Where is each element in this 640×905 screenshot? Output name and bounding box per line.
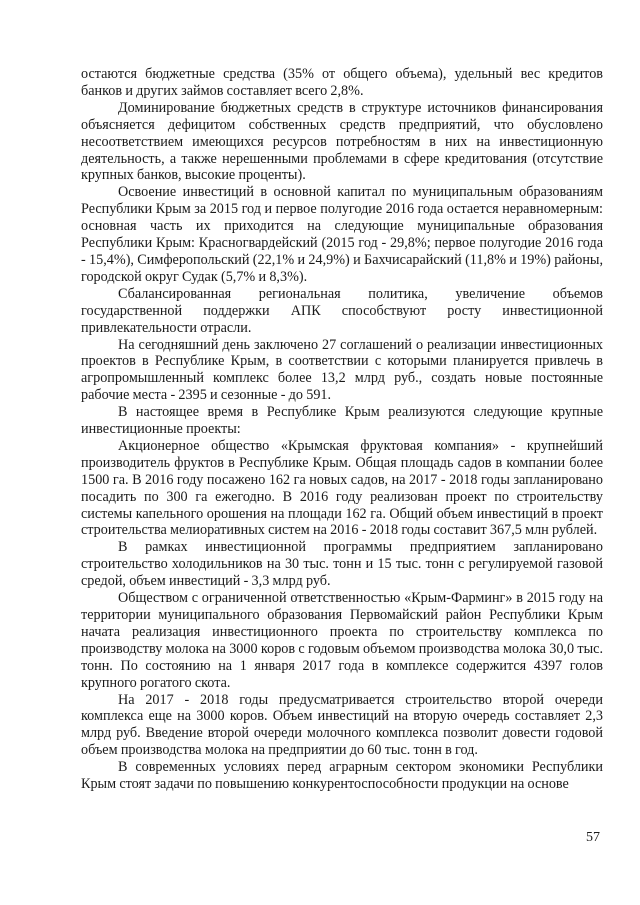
- paragraph-modern-conditions: В современных условиях перед аграрным сектором экономики Республики Крым стоят задачи по повышению конкурентоспособности продукции на основе: [81, 759, 603, 793]
- paragraph-budget-dominance: Доминирование бюджетных средств в структуре источников финансирования объясняется дефицитом собственных средств предприятий, что обусловлено несоответствием имеющихся ресурсов потребностям в них на инвестиционную деятельность, а также нерешенными проблемами в сфере кредитования (отсутствие крупных банков, высокие проценты).: [81, 99, 603, 184]
- paragraph-current-projects: В настоящее время в Республике Крым реализуются следующие крупные инвестиционные проекты:: [81, 404, 603, 438]
- paragraph-second-stage: На 2017 - 2018 годы предусматривается строительство второй очереди комплекса еще на 3000 коров. Объем инвестиций на вторую очередь составляет 2,3 млрд руб. Введение второй очереди молочного комплекса позволит довести годовой объем производства молока на предприятии до 60 тыс. тонн в год.: [81, 691, 603, 759]
- page-number: 57: [586, 830, 600, 845]
- paragraph-crym-farming: Обществом с ограниченной ответственностью «Крым-Фарминг» в 2015 году на территории муниципального образования Первомайский район Республики Крым начата реализация инвестиционного проекта по строительству комплекса по производству молока на 3000 коров с годовым объемом производства молока 30,0 тыс. тонн. По состоянию на 1 января 2017 года в комплексе содержится 4397 голов крупного рогатого скота.: [81, 590, 603, 691]
- document-page: [81, 66, 603, 793]
- paragraph-regional-policy: Сбалансированная региональная политика, увеличение объемов государственной поддержки АПК способствуют росту инвестиционной привлекательности отрасли.: [81, 285, 603, 336]
- paragraph-investment-distribution: Освоение инвестиций в основной капитал по муниципальным образованиям Республики Крым за 2015 год и первое полугодие 2016 года остается неравномерным: основная часть их приходится на следующие муниципальные образования Республики Крым: Красногвардейский (2015 год - 29,8%; первое полугодие 2016 года - 15,4%), Симферопольский (22,1% и 24,9%) и Бахчисарайский (11,8% и 19%) районы, городской округ Судак (5,7% и 8,3%).: [81, 184, 603, 285]
- paragraph-fruit-company: Акционерное общество «Крымская фруктовая компания» - крупнейший производитель фруктов в Республике Крым. Общая площадь садов в компании более 1500 га. В 2016 году посажено 162 га новых садов, на 2017 - 2018 годы запланировано посадить по 300 га ежегодно. В 2016 году реализован проект по строительству системы капельного орошения на площади 162 га. Общий объем инвестиций в проект строительства мелиоративных систем на 2016 - 2018 годы составит 367,5 млн рублей.: [81, 437, 603, 539]
- paragraph-budget-share: остаются бюджетные средства (35% от общего объема), удельный вес кредитов банков и других займов составляет всего 2,8%.: [81, 66, 603, 99]
- paragraph-refrigerators: В рамках инвестиционной программы предприятием запланировано строительство холодильников на 30 тыс. тонн и 15 тыс. тонн с регулируемой газовой средой, объем инвестиций - 3,3 млрд руб.: [81, 539, 603, 590]
- paragraph-agreements: На сегодняшний день заключено 27 соглашений о реализации инвестиционных проектов в Республике Крым, в соответствии с которыми планируется привлечь в агропромышленный комплекс более 13,2 млрд руб., создать новые постоянные рабочие места - 2395 и сезонные - до 591.: [81, 336, 603, 404]
